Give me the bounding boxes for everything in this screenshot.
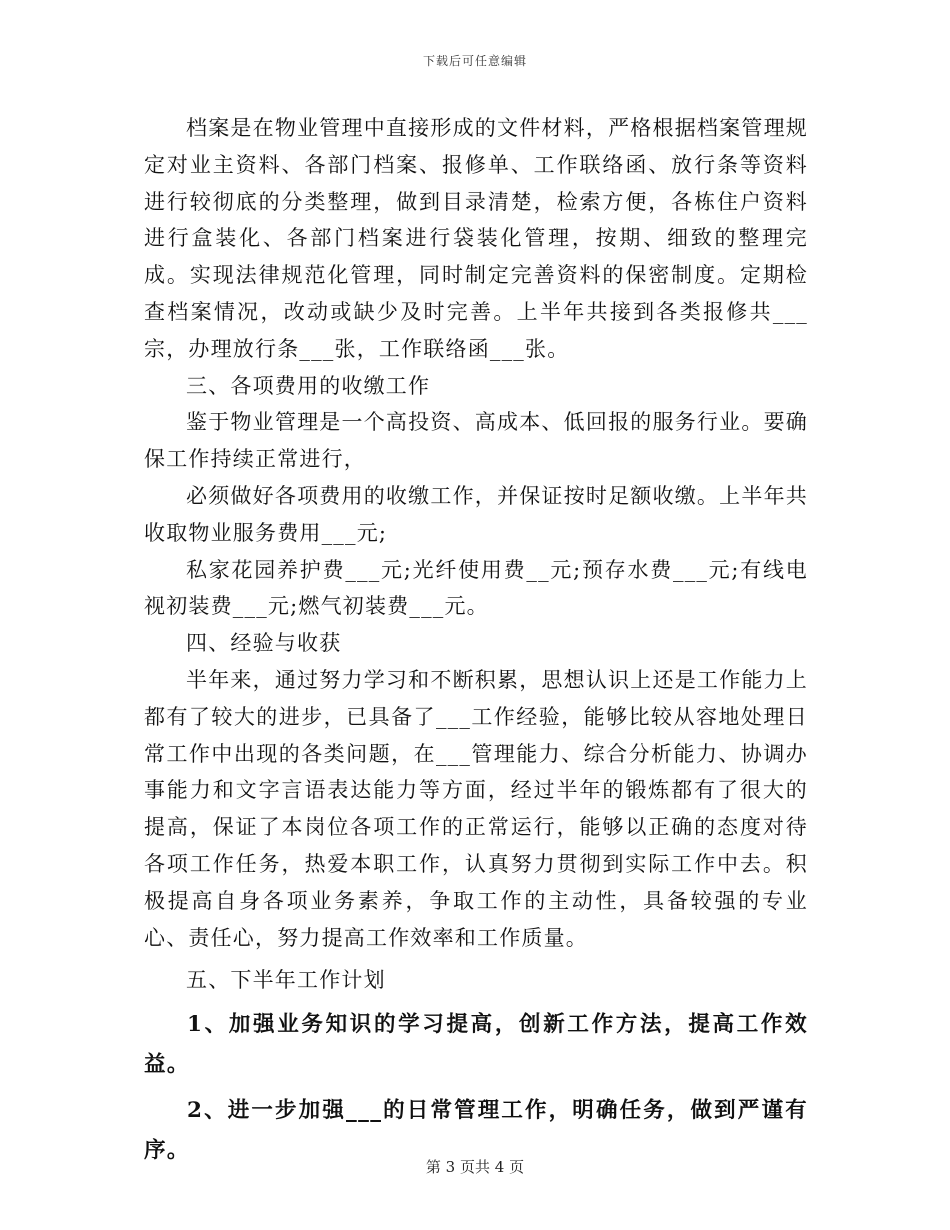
fees-paragraph: 私家花园养护费___元;光纤使用费__元;预存水费___元;有线电视初装费___元;燃气初装费___元。 [144,557,808,619]
plan-item: 2、进一步加强___的日常管理工作，明确任务，做到严谨有序。 [144,1098,808,1164]
document-body [144,110,808,1171]
page-header: 下载后可任意编辑 [422,54,527,68]
section-heading-plan: 五、下半年工作计划 [186,968,386,993]
experience-paragraph: 半年来，通过努力学习和不断积累，思想认识上还是工作能力上都有了较大的进步，已具备了___工作经验，能够比较从容地处理日常工作中出现的各类问题，在___管理能力、综合分析能力、协调办事能力和文字言语表达能力等方面，经过半年的锻炼都有了很大的提高，保证了本岗位各项工作的正常运行，能够以正确的态度对待各项工作任务，热爱本职工作，认真努力贯彻到实际工作中去。积极提高自身各项业务素养，争取工作的主动性，具备较强的专业心、责任心，努力提高工作效率和工作质量。 [144,667,808,950]
fees-paragraph: 必须做好各项费用的收缴工作，并保证按时足额收缴。上半年共收取物业服务费用___元; [144,483,808,545]
archive-paragraph: 档案是在物业管理中直接形成的文件材料，严格根据档案管理规定对业主资料、各部门档案、报修单、工作联络函、放行条等资料进行较彻底的分类整理，做到目录清楚，检索方便，各栋住户资料进行盒装化、各部门档案进行袋装化管理，按期、细致的整理完成。实现法律规范化管理，同时制定完善资料的保密制度。定期检查档案情况，改动或缺少及时完善。上半年共接到各类报修共___宗，办理放行条___张，工作联络函___张。 [144,116,808,361]
section-heading-experience: 四、经验与收获 [186,631,342,656]
page-footer: 第 3 页共 4 页 [425,1158,525,1176]
plan-item: 1、加强业务知识的学习提高，创新工作方法，提高工作效益。 [144,1012,808,1078]
section-heading-fees: 三、各项费用的收缴工作 [186,373,431,398]
fees-paragraph: 鉴于物业管理是一个高投资、高成本、低回报的服务行业。要确保工作持续正常进行， [144,410,808,472]
